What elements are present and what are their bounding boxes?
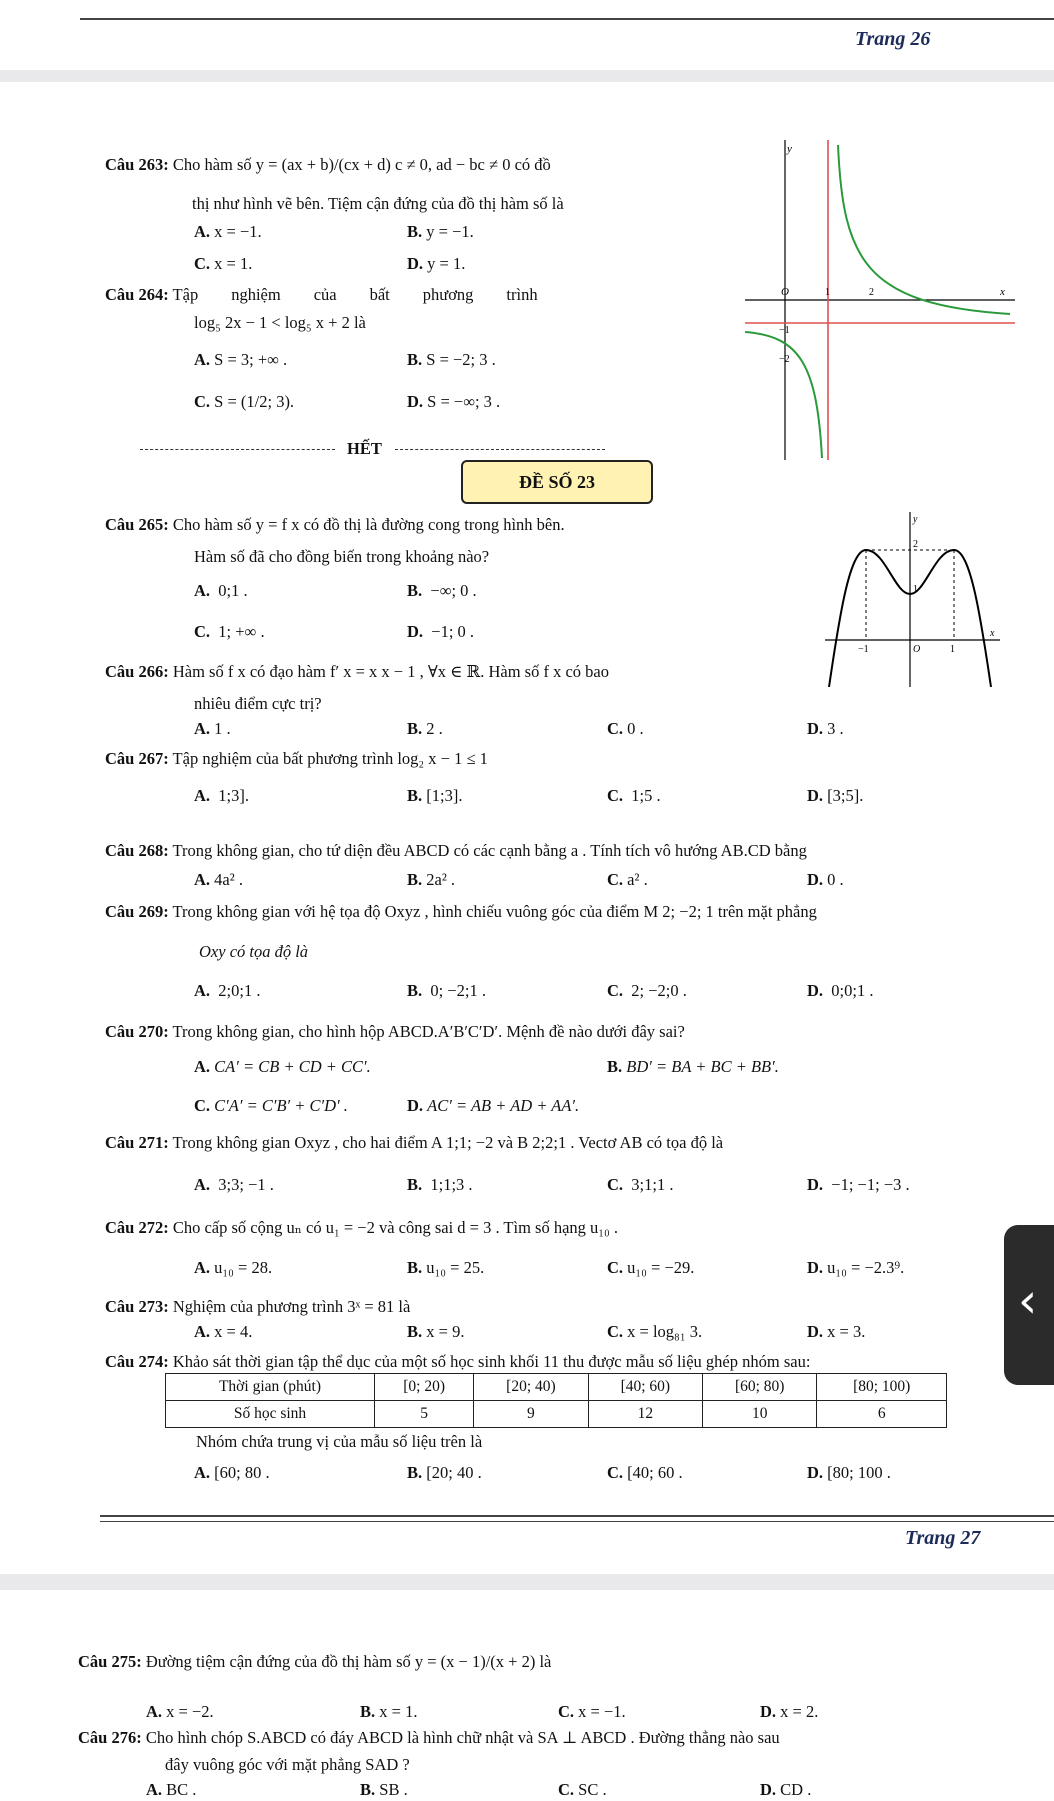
q266-option-c[interactable]: C. 0 .: [607, 719, 644, 738]
q270-option-a[interactable]: A. CA′ = CB + CD + CC′.: [194, 1057, 371, 1076]
q265-option-a[interactable]: A. 0;1 .: [194, 581, 248, 600]
graph263-x-label: x: [1000, 286, 1005, 298]
q269-stem: Trong không gian với hệ tọa độ Oxyz , hình chiếu vuông góc của điểm M 2; −2; 1 trên mặt phẳng: [172, 902, 817, 921]
q272-option-c[interactable]: C. u₁₀ = −29.: [607, 1258, 695, 1277]
q274-number: Câu 274:: [105, 1352, 169, 1371]
q274-frequency-table: [165, 1373, 947, 1428]
graph263-origin: O: [781, 286, 789, 298]
q268-option-a[interactable]: A. 4a² .: [194, 870, 243, 889]
q268-text: [105, 841, 807, 861]
q275-text: [78, 1652, 551, 1672]
q276-option-c[interactable]: C. SC .: [558, 1780, 607, 1799]
q266-text2: nhiêu điểm cực trị?: [194, 694, 322, 713]
q263-option-c[interactable]: C. x = 1.: [194, 254, 253, 273]
q265-option-c[interactable]: C. 1; +∞ .: [194, 622, 265, 641]
q265-text2: Hàm số đã cho đồng biến trong khoảng nào?: [194, 547, 490, 566]
graph265-y-label: y: [913, 514, 918, 525]
q266-option-b[interactable]: B. 2 .: [407, 719, 443, 738]
q276-option-a[interactable]: A. BC .: [146, 1780, 197, 1799]
q269-option-c[interactable]: C. 2; −2;0 .: [607, 981, 687, 1000]
q263-text1: [105, 155, 551, 175]
q268-option-c[interactable]: C. a² .: [607, 870, 648, 889]
q274-stem: Khảo sát thời gian tập thể dục của một số học sinh khối 11 thu được mẫu số liệu ghép nhóm sau:: [172, 1352, 811, 1371]
q270-option-c[interactable]: C. C′A′ = C′B′ + C′D′ .: [194, 1096, 348, 1115]
q268-option-d[interactable]: D. 0 .: [807, 870, 844, 889]
q273-option-a[interactable]: A. x = 4.: [194, 1322, 253, 1341]
side-panel-tab[interactable]: [1004, 1225, 1054, 1385]
q273-option-d[interactable]: D. x = 3.: [807, 1322, 866, 1341]
chevron-left-icon: ‹: [1018, 1273, 1038, 1329]
q264-option-d[interactable]: D. S = −∞; 3 .: [407, 392, 501, 411]
page-number-26: Trang 26: [855, 28, 931, 50]
q272-number: Câu 272:: [105, 1218, 169, 1237]
graph263-tick-2: 2: [869, 287, 874, 298]
q272-option-a[interactable]: A. u₁₀ = 28.: [194, 1258, 273, 1277]
het-dash-right: [395, 449, 605, 450]
graph265-origin: O: [913, 644, 921, 655]
graph265-tick-1: 1: [950, 644, 955, 655]
table-cell: 6: [817, 1401, 947, 1428]
page-27-footer-rule2: [100, 1521, 1054, 1522]
q275-option-c[interactable]: C. x = −1.: [558, 1702, 626, 1721]
q275-option-d[interactable]: D. x = 2.: [760, 1702, 819, 1721]
q268-number: Câu 268:: [105, 841, 169, 860]
q275-option-b[interactable]: B. x = 1.: [360, 1702, 418, 1721]
table-cell: [0; 20): [375, 1374, 474, 1401]
graph263-tick-m2: −2: [779, 354, 790, 365]
graph263-y-label: y: [787, 143, 792, 155]
q263-text2: thị như hình vẽ bên. Tiệm cận đứng của đồ thị hàm số là: [192, 194, 564, 213]
q268-stem: Trong không gian, cho tứ diện đều ABCD có các cạnh bằng a . Tính tích vô hướng AB.CD bằng: [172, 841, 807, 860]
graph265-value-2: 2: [913, 539, 918, 550]
q265-stem: Cho hàm số y = f x có đồ thị là đường cong trong hình bên.: [172, 515, 565, 534]
q267-option-d[interactable]: D. [3;5].: [807, 786, 864, 805]
q264-option-c[interactable]: C. S = (1/2; 3).: [194, 392, 295, 411]
table-cell: [80; 100): [817, 1374, 947, 1401]
q274-option-c[interactable]: C. [40; 60 .: [607, 1463, 683, 1482]
q267-option-c[interactable]: C. 1;5 .: [607, 786, 661, 805]
q269-number: Câu 269:: [105, 902, 169, 921]
q274-option-d[interactable]: D. [80; 100 .: [807, 1463, 891, 1482]
q265-text1: [105, 515, 565, 535]
q267-stem: Tập nghiệm của bất phương trình log₂ x − 1 ≤ 1: [172, 749, 488, 768]
q269-text2: Oxy có tọa độ là: [199, 942, 309, 961]
q266-text1: [105, 662, 609, 682]
graph263-right-branch: [838, 145, 1010, 314]
q271-text: [105, 1133, 723, 1153]
table-row: [166, 1374, 947, 1401]
q267-option-a[interactable]: A. 1;3].: [194, 786, 250, 805]
q270-stem: Trong không gian, cho hình hộp ABCD.A′B′C′D′. Mệnh đề nào dưới đây sai?: [172, 1022, 685, 1041]
q271-stem: Trong không gian Oxyz , cho hai điểm A 1;1; −2 và B 2;2;1 . Vectơ AB có tọa độ là: [172, 1133, 724, 1152]
q267-number: Câu 267:: [105, 749, 169, 768]
graph263-tick-m1: −1: [779, 325, 790, 336]
q266-option-a[interactable]: A. 1 .: [194, 719, 231, 738]
graph265-tick-m1: −1: [858, 644, 869, 655]
q271-option-c[interactable]: C. 3;1;1 .: [607, 1175, 674, 1194]
q263-option-a[interactable]: A. x = −1.: [194, 222, 262, 241]
page-number-27: Trang 27: [905, 1527, 981, 1549]
q272-option-b[interactable]: B. u₁₀ = 25.: [407, 1258, 485, 1277]
q271-number: Câu 271:: [105, 1133, 169, 1152]
q273-option-b[interactable]: B. x = 9.: [407, 1322, 465, 1341]
q264-text1: [105, 285, 538, 305]
q270-option-d[interactable]: D. AC′ = AB + AD + AA′.: [407, 1096, 580, 1115]
q263-number: Câu 263:: [105, 155, 169, 174]
q266-number: Câu 266:: [105, 662, 169, 681]
q270-option-b[interactable]: B. BD′ = BA + BC + BB′.: [607, 1057, 779, 1076]
het-label: HẾT: [347, 439, 382, 458]
q273-number: Câu 273:: [105, 1297, 169, 1316]
q264-option-b[interactable]: B. S = −2; 3 .: [407, 350, 496, 369]
q273-text: [105, 1297, 410, 1317]
q267-option-b[interactable]: B. [1;3].: [407, 786, 463, 805]
table-cell: 5: [375, 1401, 474, 1428]
q274-option-a[interactable]: A. [60; 80 .: [194, 1463, 270, 1482]
table-cell: 12: [588, 1401, 702, 1428]
graph265-x-label: x: [990, 628, 995, 639]
q263-option-b[interactable]: B. y = −1.: [407, 222, 474, 241]
table-cell: [20; 40): [474, 1374, 588, 1401]
table-cell: 10: [703, 1401, 817, 1428]
graph263-tick-1: 1: [825, 287, 830, 298]
q271-option-b[interactable]: B. 1;1;3 .: [407, 1175, 473, 1194]
q271-option-a[interactable]: A. 3;3; −1 .: [194, 1175, 274, 1194]
page-26-footer: [0, 0, 1054, 70]
q276-stem: Cho hình chóp S.ABCD có đáy ABCD là hình chữ nhật và SA ⊥ ABCD . Đường thẳng nào sau: [145, 1728, 780, 1747]
q269-option-b[interactable]: B. 0; −2;1 .: [407, 981, 486, 1000]
q270-number: Câu 270:: [105, 1022, 169, 1041]
q276-option-d[interactable]: D. CD .: [760, 1780, 812, 1799]
q274-option-b[interactable]: B. [20; 40 .: [407, 1463, 482, 1482]
graph265-value-1: 1: [913, 584, 918, 595]
table-cell: [40; 60): [588, 1374, 702, 1401]
q273-stem: Nghiệm của phương trình 3ˣ = 81 là: [172, 1297, 411, 1316]
q263-stem: Cho hàm số y = (ax + b)/(cx + d) c ≠ 0, ad − bc ≠ 0 có đồ: [172, 155, 551, 174]
q272-option-d[interactable]: D. u₁₀ = −2.3⁹.: [807, 1258, 905, 1277]
q264-text2: log₅ 2x − 1 < log₅ x + 2 là: [194, 313, 366, 332]
q273-option-c[interactable]: C. x = log₈₁ 3.: [607, 1322, 703, 1341]
q264-number: Câu 264:: [105, 285, 169, 304]
q274-text: [105, 1352, 810, 1372]
q264-option-a[interactable]: A. S = 3; +∞ .: [194, 350, 288, 369]
q266-stem: Hàm số f x có đạo hàm f′ x = x x − 1 , ∀x ∈ ℝ. Hàm số f x có bao: [172, 662, 609, 681]
q272-stem: Cho cấp số cộng uₙ có u₁ = −2 và công sai d = 3 . Tìm số hạng u₁₀ .: [172, 1218, 619, 1237]
q276-option-b[interactable]: B. SB .: [360, 1780, 408, 1799]
q274-text2: Nhóm chứa trung vị của mẫu số liệu trên là: [196, 1432, 483, 1451]
q265-option-b[interactable]: B. −∞; 0 .: [407, 581, 477, 600]
q267-text: [105, 749, 488, 769]
table-cell: 9: [474, 1401, 588, 1428]
q270-text: [105, 1022, 685, 1042]
exam-title-badge: ĐỀ SỐ 23: [461, 460, 653, 504]
q276-text1: [78, 1728, 780, 1748]
table-cell: Số học sinh: [166, 1401, 375, 1428]
q266-option-d[interactable]: D. 3 .: [807, 719, 844, 738]
q265-number: Câu 265:: [105, 515, 169, 534]
table-row: [166, 1401, 947, 1428]
q275-number: Câu 275:: [78, 1652, 142, 1671]
graph-263-hyperbola: [745, 140, 1015, 460]
q265-option-d[interactable]: D. −1; 0 .: [407, 622, 475, 641]
het-dash-left: [140, 449, 335, 450]
graph-265-quartic: [825, 512, 1000, 687]
q264-stem: Tập nghiệm của bất phương trình: [172, 285, 538, 304]
page-28: [0, 1590, 1054, 1801]
q269-option-d[interactable]: D. 0;0;1 .: [807, 981, 874, 1000]
q275-option-a[interactable]: A. x = −2.: [146, 1702, 214, 1721]
graph263-left-branch: [745, 332, 822, 458]
q263-option-d[interactable]: D. y = 1.: [407, 254, 466, 273]
table-cell: [60; 80): [703, 1374, 817, 1401]
q276-number: Câu 276:: [78, 1728, 142, 1747]
q269-text1: [105, 902, 817, 922]
q272-text: [105, 1218, 618, 1238]
q275-stem: Đường tiệm cận đứng của đồ thị hàm số y = (x − 1)/(x + 2) là: [145, 1652, 552, 1671]
q269-option-a[interactable]: A. 2;0;1 .: [194, 981, 261, 1000]
q268-option-b[interactable]: B. 2a² .: [407, 870, 456, 889]
table-cell: Thời gian (phút): [166, 1374, 375, 1401]
page-27-footer-rule: [100, 1515, 1054, 1517]
q271-option-d[interactable]: D. −1; −1; −3 .: [807, 1175, 910, 1194]
q276-text2: đây vuông góc với mặt phẳng SAD ?: [165, 1755, 410, 1774]
